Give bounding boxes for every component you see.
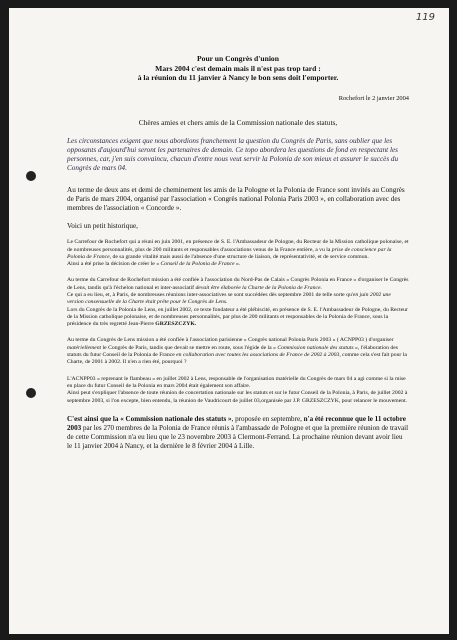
history-paragraph-1 xyxy=(67,239,409,268)
text-run: C'est ainsi que la « Commission nationale des statuts » xyxy=(67,414,232,423)
salutation: Chères amies et chers amis de la Commission nationale des statuts, xyxy=(138,117,338,127)
punch-hole xyxy=(26,388,36,398)
closing-paragraph xyxy=(67,415,409,451)
text-run: , de sa grande vitalité mais aussi de l'absence d'une structure de liaison, de représentativité, et de service commun. xyxy=(109,253,369,260)
text-run: devait être élaborée la Charte de la Polonia de France. xyxy=(195,284,322,291)
text-run: Le Carrefour de Rochefort qui a réuni en juin 2001, en présence de S. E. l'Ambassadeur de Pologne, du Recteur de la Mission catholique polonaise, et de nombreuses personnalités, plus de 200 militants et responsables d'associations venus de la France entière, a vu la xyxy=(67,239,409,253)
page-number: 119 xyxy=(415,12,435,23)
lead-paragraph: Au terme de deux ans et demi de cheminement les amis de la Pologne et la Polonia de France sont invités au Congrès de Paris de mars 2004, organisé par l'association « Congrès national Polonia Paris 2003 », en collaboration avec des membres de l'association « Concorde ». xyxy=(67,185,405,212)
historique-heading: Voici un petit historique, xyxy=(67,222,138,231)
text-run: par les 270 membres de la Polonia de France réunis à l'ambassade de Pologne et que la première réunion de travail de cette Commission n'a eu lieu que le 23 novembre 2003 à Clermont-Ferrand. La prochaine réunion devant avoir lieu le 11 janvier 2004 à Nancy, et la dernière le 8 février 2004 à Lille. xyxy=(67,423,409,450)
document-page xyxy=(9,8,449,634)
text-run: Au terme du Carrefour de Rochefort mission a été confiée à l'association du Nord-Pas de Calais « Congrès Polonia en France » d'organiser le Congrès de Lens, tandis qu'à l'échelon national et inter-associatif xyxy=(67,277,409,291)
text-run: le Congrès de Paris, tandis que devait se mettre en route, sous l'égide de la « xyxy=(101,344,278,351)
title-line-3: à la réunion du 11 janvier à Nancy le bon sens doit l'emporter. xyxy=(137,73,339,83)
text-run: prise de conscience par la Polonia de France xyxy=(67,246,392,260)
punch-hole xyxy=(26,171,36,181)
text-run: Ce qui a eu lieu, et, à Paris, de nombreuses réunions inter-associatives se sont succédées dès septembre 2001 de telle sorte qu' xyxy=(67,291,353,298)
history-paragraph-3 xyxy=(67,337,409,366)
text-run: en collaboration avec toutes les associations de France de 2002 à 2003 xyxy=(176,352,340,359)
title-line-2: Mars 2004 c'est demain mais il n'est pas trop tard : xyxy=(155,63,321,73)
text-run: , proposée en septembre, xyxy=(231,414,304,423)
title-line-1: Pour un Congrès d'union xyxy=(197,54,279,63)
text-run: Au terme du Congrès de Lens mission a été confiée à l'association parisienne « Congrès national Polonia Paris 2003 » ( ACNPP03 ) d'organiser xyxy=(67,337,394,344)
text-run: Ainsi peut s'expliquer l'absence de toute réunion de concertation nationale sur les statuts et sur le futur Conseil de la Polonia, à Paris, de juillet 2002 à septembre 2003, si l'on excepte, bien entendu, la réunion de Vaudricourt de juillet 03,organisée par J.P. GRZESZCZYK, pour relancer le mouvement. xyxy=(67,390,408,404)
text-run: GRZESZCZYK. xyxy=(155,321,197,328)
text-run: en juin 2002 une version consensuelle de la Charte était prête pour le Congrès de Lens. xyxy=(67,291,391,306)
intro-paragraph: Les circonstances exigent que nous abordions franchement la question du Congrès de Paris, sans oublier que les opposants d'aujourd'hui seront les partenaires de demain. Ce topo abordera les questions de fond en respectant les personnes, car, j'en suis convaincu, chacun d'entre nous veut servir la Polonia de son mieux et assurer le succès du Congrès de mars 04. xyxy=(67,136,399,173)
text-run: Ainsi a été prise la décision de créer le « xyxy=(67,261,161,268)
text-run: ». xyxy=(234,261,241,268)
document-title xyxy=(67,54,409,83)
history-paragraph-2 xyxy=(67,277,409,328)
text-run: n'a été reconnue que le 11 octobre 2003 xyxy=(67,414,406,432)
history-paragraph-4 xyxy=(67,376,409,405)
text-run: , comme cela s'est fait pour la Charte, de 2001 à 2002. Il n'en a rien été, pourquoi ? xyxy=(67,352,407,366)
text-run: », l'élaboration des statuts du futur Conseil de la Polonia de France xyxy=(67,344,398,359)
text-run: matériellement xyxy=(67,344,102,351)
text-run: L'ACNPP03 « reprenant le flambeau » en juillet 2002 à Lens, responsable de l'organisation matérielle du Congrès de mars 04 a agi comme si la mise en place du futur Conseil de la Polonia en mars 2004 était également son affaire. xyxy=(67,375,406,389)
letter-date: Rochefort le 2 janvier 2004 xyxy=(338,94,409,102)
text-run: Lors du Congrès de la Polonia de Lens, en juillet 2002, ce texte fondateur a été plébiscité, en présence de S. E. l'Ambassadeur de Pologne, du Recteur de la Mission catholique polonaise, et de nombreuses personnalités, par plus de 200 militants et responsables de la Polonia de France, sous la présidence du très regretté Jean-Pierre xyxy=(67,306,408,328)
text-run: Commission nationale des statuts xyxy=(277,344,354,351)
text-run: Conseil de la Polonia de France xyxy=(160,261,235,268)
